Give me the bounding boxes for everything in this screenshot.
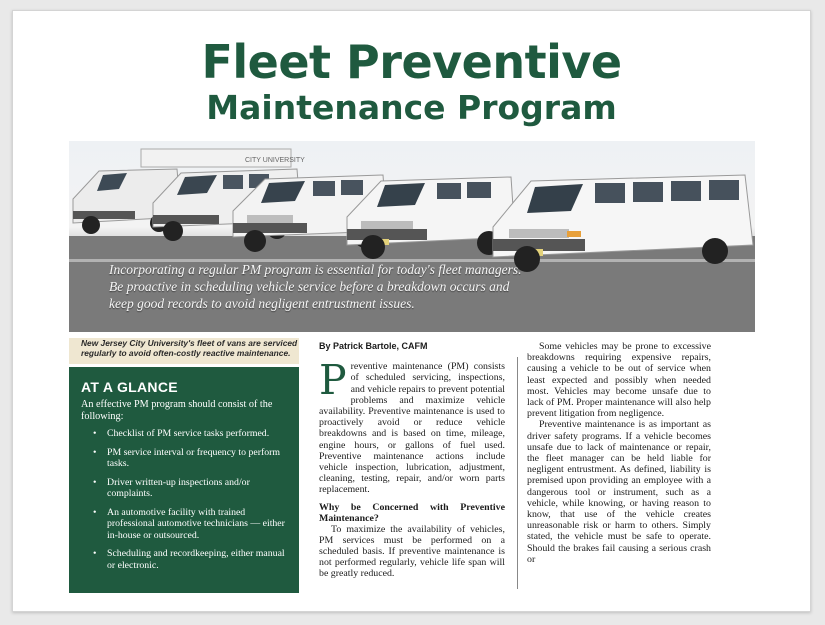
document-page bbox=[12, 10, 811, 612]
article-column-2 bbox=[527, 341, 711, 593]
byline: By Patrick Bartole, CAFM bbox=[319, 341, 428, 351]
fleet-van-photo bbox=[69, 141, 755, 332]
article-title-line2: Maintenance Program bbox=[206, 88, 617, 127]
drop-cap: P bbox=[319, 356, 347, 405]
section-subhead: Why be Concerned with Preventive Maintenance? bbox=[319, 501, 505, 524]
article-column-1 bbox=[319, 341, 505, 593]
column2-paragraph2: Preventive maintenance is as important as driver safety programs. If a vehicle becomes unsafe due to lack of maintenance or repair, the fleet manager can be held liable for negligent entrustment. As defined, liability is premised upon providing an employee with a dangerous tool or instrument, such as a vehicle, while knowing, or having reason to know, that use of the vehicle creates unreasonable risk or harm to others. Simply stated, the vehicle must be safe to operate. Should the brakes fail causing a serious crash or bbox=[527, 419, 711, 565]
at-a-glance-box bbox=[69, 367, 299, 593]
article-title-line1: Fleet Preventive bbox=[201, 35, 622, 89]
column1-paragraph1 bbox=[319, 356, 505, 496]
column2-paragraph1: Some vehicles may be prone to excessive breakdowns requiring expensive repairs, causing a vehicle to be out of service when least expected and possibly when needed most. Vehicles may become unsafe due to lack of PM. Proper maintenance will also help prevent litigation from negligence. bbox=[527, 341, 711, 420]
glance-item: • Scheduling and recordkeeping, either manual or electronic. bbox=[107, 548, 287, 571]
glance-item: • Driver written-up inspections and/or complaints. bbox=[107, 477, 287, 500]
glance-intro: An effective PM program should consist of the following: bbox=[81, 399, 273, 422]
glance-item: • PM service interval or frequency to perform tasks. bbox=[107, 447, 287, 470]
glance-item: • Checklist of PM service tasks performed. bbox=[107, 428, 287, 440]
photo-caption: New Jersey City University's fleet of vans are serviced regularly to avoid often-costly reactive maintenance. bbox=[69, 338, 299, 364]
glance-list bbox=[81, 428, 287, 571]
glance-title: AT A GLANCE bbox=[81, 379, 178, 395]
column-divider bbox=[517, 357, 518, 589]
column1-paragraph2: To maximize the availability of vehicles, PM services must be performed on a scheduled basis. If preventive maintenance is not performed regularly, vehicle life span will be greatly reduced. bbox=[319, 523, 505, 580]
photo-overlay-text: Incorporating a regular PM program is essential for today's fleet managers. Be proactive in scheduling vehicle service before a breakdown occurs and keep good records to avoid negligent entrustment issues. bbox=[109, 262, 522, 311]
glance-item: • An automotive facility with trained professional automotive technicians — either in-house or outsourced. bbox=[107, 507, 287, 542]
van-signage-text: CITY UNIVERSITY bbox=[245, 157, 305, 164]
column1-paragraph1-text: reventive maintenance (PM) consists of scheduled servicing, inspections, and vehicle repairs to prevent potential problems and maximize vehicle availability. Preventive maintenance is used to proactively avoid or reduce vehicle breakdowns and is based on time, mileage, engine hours, or gallons of fuel used. Preventive maintenance actions include vehicle inspection, lubrication, adjustment, cleaning, testing, repair, and/or worn parts replacement. bbox=[319, 361, 505, 496]
